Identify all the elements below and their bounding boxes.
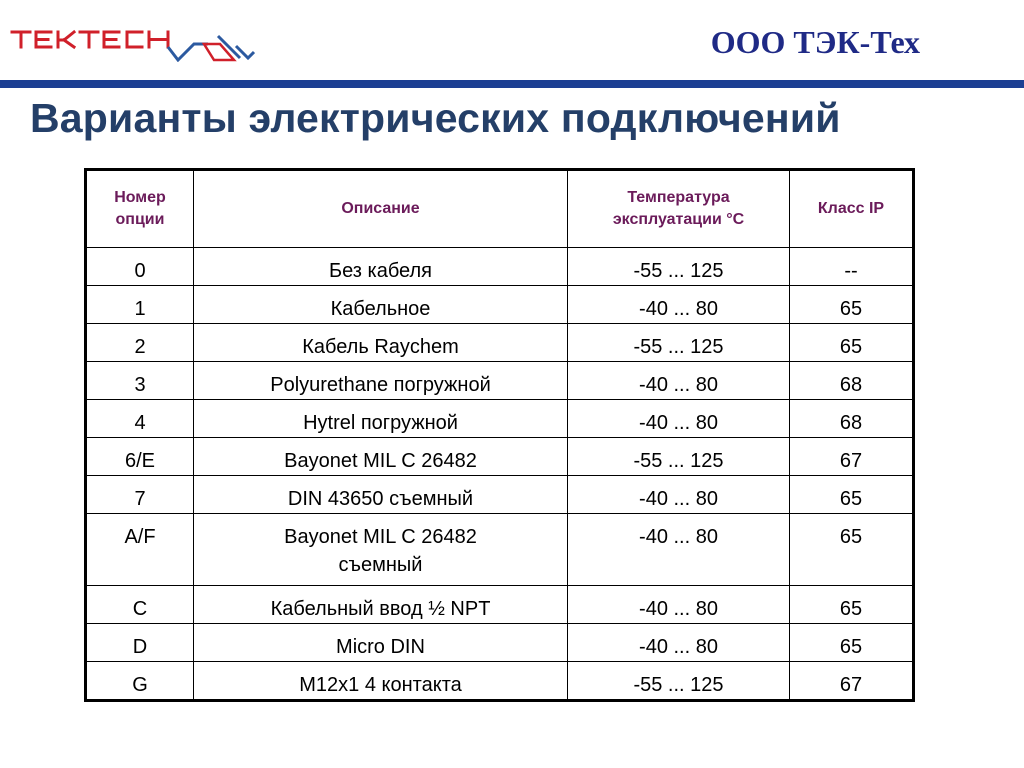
table-row <box>86 362 914 400</box>
column-header-option-number: Номер опции <box>86 170 194 248</box>
cell-description: Кабельный ввод ½ NPT <box>194 586 568 624</box>
cell-ip-class: 68 <box>790 362 914 400</box>
table-row <box>86 438 914 476</box>
cell-option-number: 1 <box>86 286 194 324</box>
cell-description: Bayonet MIL C 26482 съемный <box>194 514 568 586</box>
company-name: ООО ТЭК-Тех <box>710 24 920 60</box>
table-row <box>86 514 914 586</box>
cell-ip-class: -- <box>790 248 914 286</box>
connection-options-table <box>84 168 915 702</box>
table-row <box>86 286 914 324</box>
cell-option-number: 6/E <box>86 438 194 476</box>
cell-ip-class: 65 <box>790 586 914 624</box>
cell-temperature: -40 ... 80 <box>568 362 790 400</box>
table-row <box>86 476 914 514</box>
header-divider <box>0 80 1024 88</box>
options-table-container <box>84 168 915 702</box>
cell-option-number: D <box>86 624 194 662</box>
cell-ip-class: 67 <box>790 662 914 701</box>
cell-temperature: -55 ... 125 <box>568 662 790 701</box>
cell-temperature: -40 ... 80 <box>568 476 790 514</box>
cell-description: Polyurethane погружной <box>194 362 568 400</box>
cell-ip-class: 67 <box>790 438 914 476</box>
cell-description: Micro DIN <box>194 624 568 662</box>
cell-option-number: C <box>86 586 194 624</box>
cell-temperature: -55 ... 125 <box>568 324 790 362</box>
table-header-row <box>86 170 914 248</box>
cell-ip-class: 65 <box>790 324 914 362</box>
cell-option-number: A/F <box>86 514 194 586</box>
table-row <box>86 400 914 438</box>
cell-option-number: 4 <box>86 400 194 438</box>
cell-option-number: 2 <box>86 324 194 362</box>
cell-description: Bayonet MIL C 26482 <box>194 438 568 476</box>
cell-option-number: 0 <box>86 248 194 286</box>
table-row <box>86 662 914 701</box>
cell-ip-class: 68 <box>790 400 914 438</box>
cell-ip-class: 65 <box>790 286 914 324</box>
cell-temperature: -55 ... 125 <box>568 248 790 286</box>
cell-option-number: G <box>86 662 194 701</box>
cell-temperature: -40 ... 80 <box>568 286 790 324</box>
cell-temperature: -40 ... 80 <box>568 514 790 586</box>
column-header-description: Описание <box>194 170 568 248</box>
cell-temperature: -55 ... 125 <box>568 438 790 476</box>
page-title: Варианты электрических подключений <box>30 95 841 141</box>
cell-description: DIN 43650 съемный <box>194 476 568 514</box>
cell-option-number: 7 <box>86 476 194 514</box>
table-row <box>86 248 914 286</box>
cell-temperature: -40 ... 80 <box>568 624 790 662</box>
table-row <box>86 624 914 662</box>
table-body <box>86 248 914 701</box>
cell-temperature: -40 ... 80 <box>568 586 790 624</box>
cell-ip-class: 65 <box>790 514 914 586</box>
tektech-logo-mark <box>8 22 258 62</box>
column-header-ip-class: Класс IP <box>790 170 914 248</box>
cell-description: Кабель Raychem <box>194 324 568 362</box>
cell-description: Hytrel погружной <box>194 400 568 438</box>
cell-temperature: -40 ... 80 <box>568 400 790 438</box>
cell-ip-class: 65 <box>790 624 914 662</box>
table-row <box>86 586 914 624</box>
cell-ip-class: 65 <box>790 476 914 514</box>
tektech-logo <box>8 22 258 62</box>
table-row <box>86 324 914 362</box>
cell-description: Кабельное <box>194 286 568 324</box>
cell-description: M12x1 4 контакта <box>194 662 568 701</box>
cell-option-number: 3 <box>86 362 194 400</box>
cell-description: Без кабеля <box>194 248 568 286</box>
column-header-temperature: Температура эксплуатации °С <box>568 170 790 248</box>
